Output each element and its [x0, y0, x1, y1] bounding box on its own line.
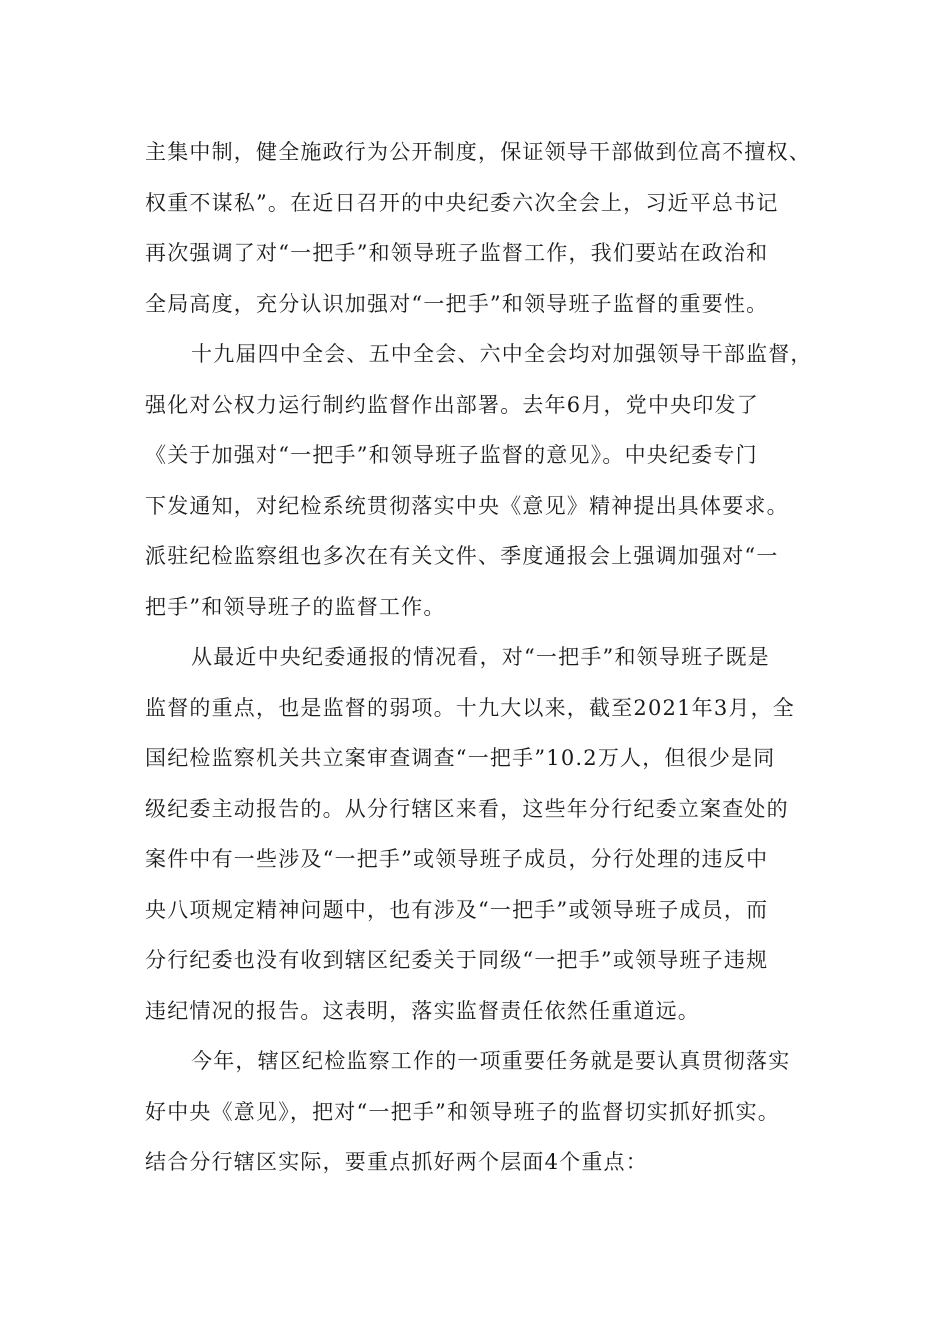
text-line: 强化对公权力运行制约监督作出部署。去年6月，党中央印发了 [145, 392, 759, 417]
text-line: 分行纪委也没有收到辖区纪委关于同级“一把手”或领导班子违规 [145, 948, 769, 972]
text-line: 违纪情况的报告。这表明，落实监督责任依然任重道远。 [145, 998, 700, 1023]
text-line: 好中央《意见》，把对“一把手”和领导班子的监督切实抓好抓实。 [145, 1099, 780, 1124]
text-line: 级纪委主动报告的。从分行辖区来看，这些年分行纪委立案查处的 [145, 796, 789, 821]
text-line: 全局高度，充分认识加强对“一把手”和领导班子监督的重要性。 [145, 291, 769, 316]
paragraph-first-line: 今年，辖区纪检监察工作的一项重要任务就是要认真贯彻落实 [191, 1049, 791, 1073]
text-line: 再次强调了对“一把手”和领导班子监督工作，我们要站在政治和 [145, 241, 769, 265]
paragraph-first-line: 十九届四中全会、五中全会、六中全会均对加强领导干部监督， [191, 342, 813, 366]
text-line: 下发通知，对纪检系统贯彻落实中央《意见》精神提出具体要求。 [145, 493, 789, 518]
paragraph-first-line: 从最近中央纪委通报的情况看，对“一把手”和领导班子既是 [191, 645, 770, 669]
text-line: 央八项规定精神问题中，也有涉及“一把手”或领导班子成员，而 [145, 897, 769, 922]
text-line: 派驻纪检监察组也多次在有关文件、季度通报会上强调加强对“一 [145, 544, 779, 568]
text-line: 权重不谋私”。在近日召开的中央纪委六次全会上，习近平总书记 [145, 190, 779, 215]
text-line: 把手”和领导班子的监督工作。 [145, 594, 446, 619]
text-line: 监督的重点，也是监督的弱项。十九大以来，截至2021年3月，全 [145, 695, 796, 720]
text-line: 《关于加强对“一把手”和领导班子监督的意见》。中央纪委专门 [145, 443, 758, 467]
text-line: 国纪检监察机关共立案审查调查“一把手”10.2万人，但很少是同 [145, 746, 776, 770]
text-line: 案件中有一些涉及“一把手”或领导班子成员，分行处理的违反中 [145, 847, 769, 871]
document-body [145, 127, 813, 1188]
text-line: 主集中制，健全施政行为公开制度，保证领导干部做到位高不擅权、 [145, 140, 811, 164]
text-line: 结合分行辖区实际，要重点抓好两个层面4个重点： [145, 1150, 648, 1174]
